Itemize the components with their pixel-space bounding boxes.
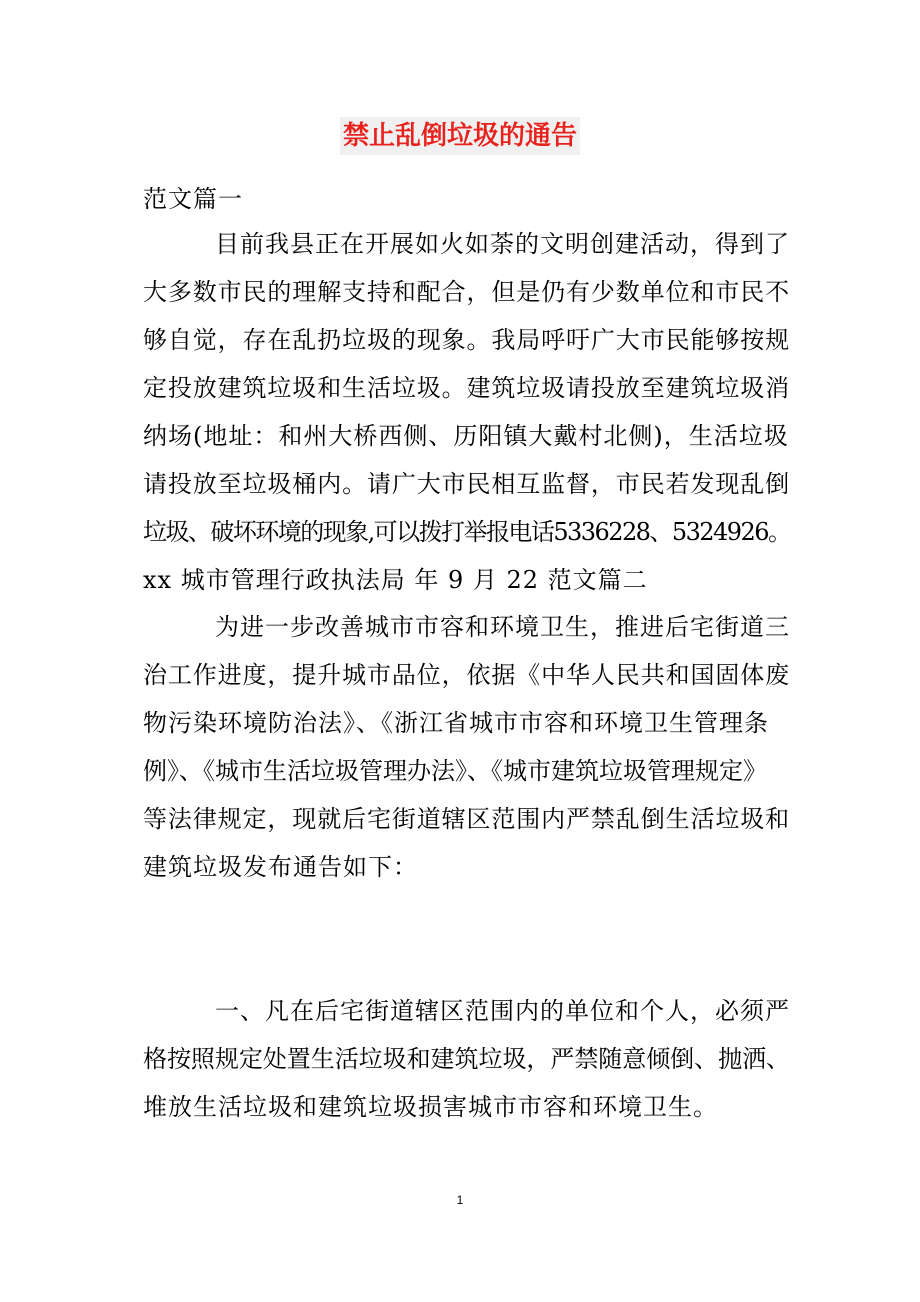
paragraph-2-line-2: 治工作进度，提升城市品位，依据《中华人民共和国固体废: [143, 661, 790, 689]
paragraph-3-line-1: 一、凡在后宅街道辖区范围内的单位和个人，必须严: [215, 997, 790, 1025]
paragraph-1-line-6: 请投放至垃圾桶内。请广大市民相互监督，市民若发现乱倒: [143, 470, 790, 498]
paragraph-3-line-3: 堆放生活垃圾和建筑垃圾损害城市市容和环境卫生。: [143, 1093, 718, 1121]
section-heading-1: 范文篇一: [143, 185, 243, 213]
paragraph-1-line-2: 大多数市民的理解支持和配合，但是仍有少数单位和市民不: [143, 278, 790, 306]
paragraph-1-line-5: 纳场(地址：和州大桥西侧、历阳镇大戴村北侧)，生活垃圾: [143, 422, 789, 450]
page-number: 1: [456, 1193, 464, 1207]
paragraph-2-line-6: 建筑垃圾发布通告如下：: [143, 853, 418, 881]
paragraph-1-line-4: 定投放建筑垃圾和生活垃圾。建筑垃圾请投放至建筑垃圾消: [143, 374, 790, 402]
paragraph-1-line-1: 目前我县正在开展如火如荼的文明创建活动，得到了: [215, 230, 790, 258]
paragraph-1-line-8: xx 城市管理行政执法局 年 9 月 22 范文篇二: [143, 566, 648, 594]
paragraph-1-line-7: 垃圾、破坏环境的现象,可以拨打举报电话5336228、5324926。: [143, 518, 791, 546]
paragraph-1-line-3: 够自觉，存在乱扔垃圾的现象。我局呼吁广大市民能够按规: [143, 326, 790, 354]
paragraph-2-line-1: 为进一步改善城市市容和环境卫生，推进后宅街道三: [215, 613, 790, 641]
paragraph-2-line-5: 等法律规定，现就后宅街道辖区范围内严禁乱倒生活垃圾和: [143, 805, 790, 833]
paragraph-2-line-3: 物污染环境防治法》、《浙江省城市市容和环境卫生管理条: [143, 709, 769, 737]
title-container: [0, 117, 920, 155]
paragraph-2-line-4: 例》、《城市生活垃圾管理办法》、《城市建筑垃圾管理规定》: [143, 757, 767, 785]
document-title: 禁止乱倒垃圾的通告: [340, 117, 580, 155]
paragraph-3-line-2: 格按照规定处置生活垃圾和建筑垃圾，严禁随意倾倒、抛洒、: [143, 1045, 790, 1073]
